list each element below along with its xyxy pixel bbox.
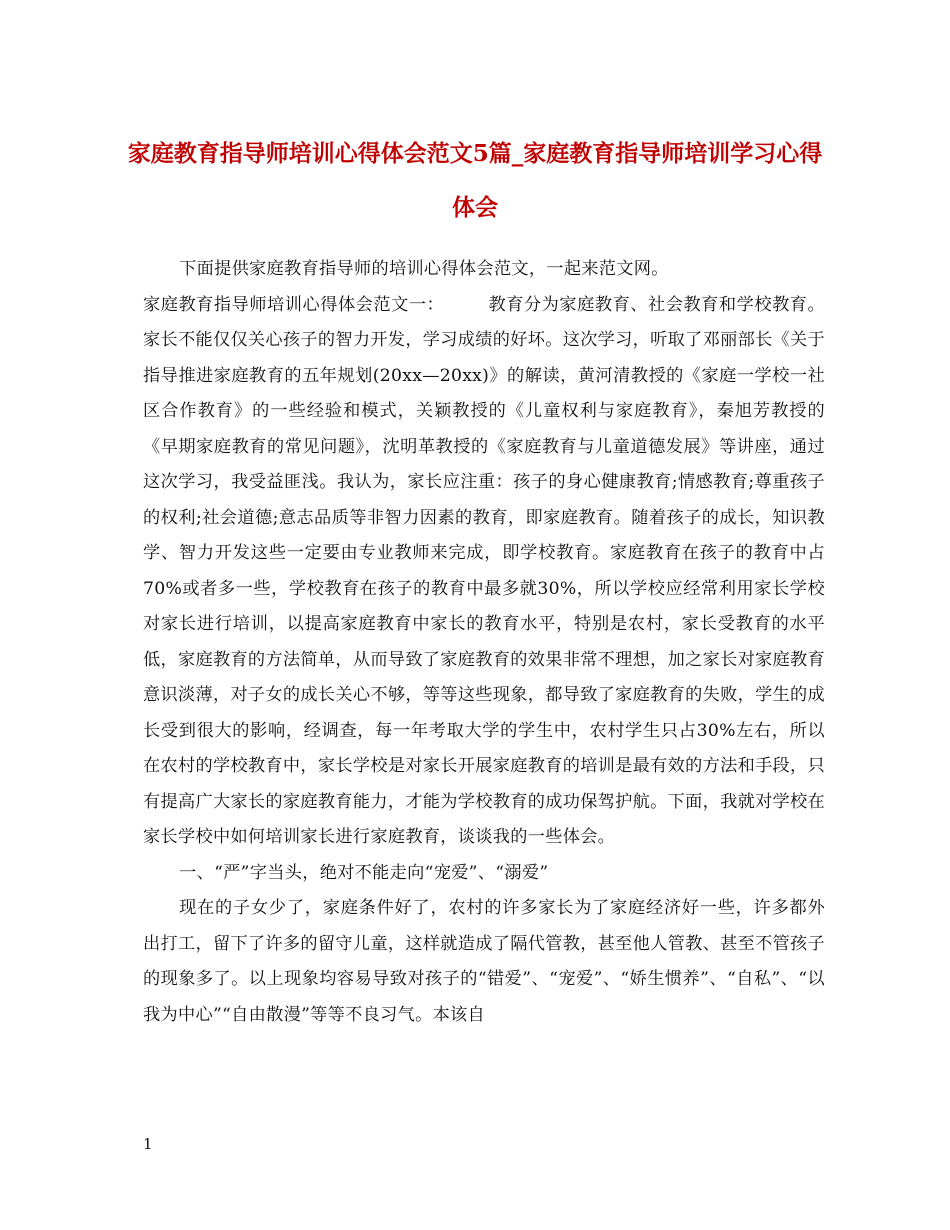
paragraph-2: 现在的子女少了，家庭条件好了，农村的许多家长为了家庭经济好一些，许多都外出打工，留下了许多的留守儿童，这样就造成了隔代管教，甚至他人管教、甚至不管孩子的现象多了。以上现象均容易导致对孩子的“错爱”、“宠爱”、“娇生惯养”、“自私”、“以我为中心”“自由散漫”等等不良习气。本该自: [143, 898, 826, 1025]
document-title: 家庭教育指导师培训心得体会范文5篇_家庭教育指导师培训学习心得体会: [127, 140, 823, 221]
section-heading: 一、“严”字当头，绝对不能走向“宠爱”、“溺爱”: [179, 862, 549, 883]
intro-paragraph: 下面提供家庭教育指导师的培训心得体会范文，一起来范文网。: [179, 259, 669, 279]
section-label: 家庭教育指导师培训心得体会范文一：: [143, 294, 445, 315]
paragraph-1: 教育分为家庭教育、社会教育和学校教育。家长不能仅仅关心孩子的智力开发，学习成绩的好坏。这次学习，听取了邓丽部长《关于指导推进家庭教育的五年规划(20xx—20xx)》的解读，黄河清教授的《家庭一学校一社区合作教育》的一些经验和模式，关颖教授的《儿童权利与家庭教育》，秦旭芳教授的《早期家庭教育的常见问题》，沈明革教授的《家庭教育与儿童道德发展》等讲座，通过这次学习，我受益匪浅。我认为，家长应注重：孩子的身心健康教育;情感教育;尊重孩子的权利;社会道德;意志品质等非智力因素的教育，即家庭教育。随着孩子的成长，知识教学、智力开发这些一定要由专业教师来完成，即学校教育。家庭教育在孩子的教育中占70%或者多一些，学校教育在孩子的教育中最多就30%，所以学校应经常利用家长学校对家长进行培训，以提高家庭教育中家长的教育水平，特别是农村，家长受教育的水平低，家庭教育的方法简单，从而导致了家庭教育的效果非常不理想，加之家长对家庭教育意识淡薄，对子女的成长关心不够，等等这些现象，都导致了家庭教育的失败，学生的成长受到很大的影响，经调查，每一年考取大学的学生中，农村学生只占30%左右，所以在农村的学校教育中，家长学校是对家长开展家庭教育的培训是最有效的方法和手段，只有提高广大家长的家庭教育能力，才能为学校教育的成功保驾护航。下面，我就对学校在家长学校中如何培训家长进行家庭教育，谈谈我的一些体会。: [143, 294, 826, 847]
document-body: [143, 252, 825, 1033]
section-paragraph: [143, 288, 825, 856]
page-number: 1: [143, 1135, 153, 1153]
